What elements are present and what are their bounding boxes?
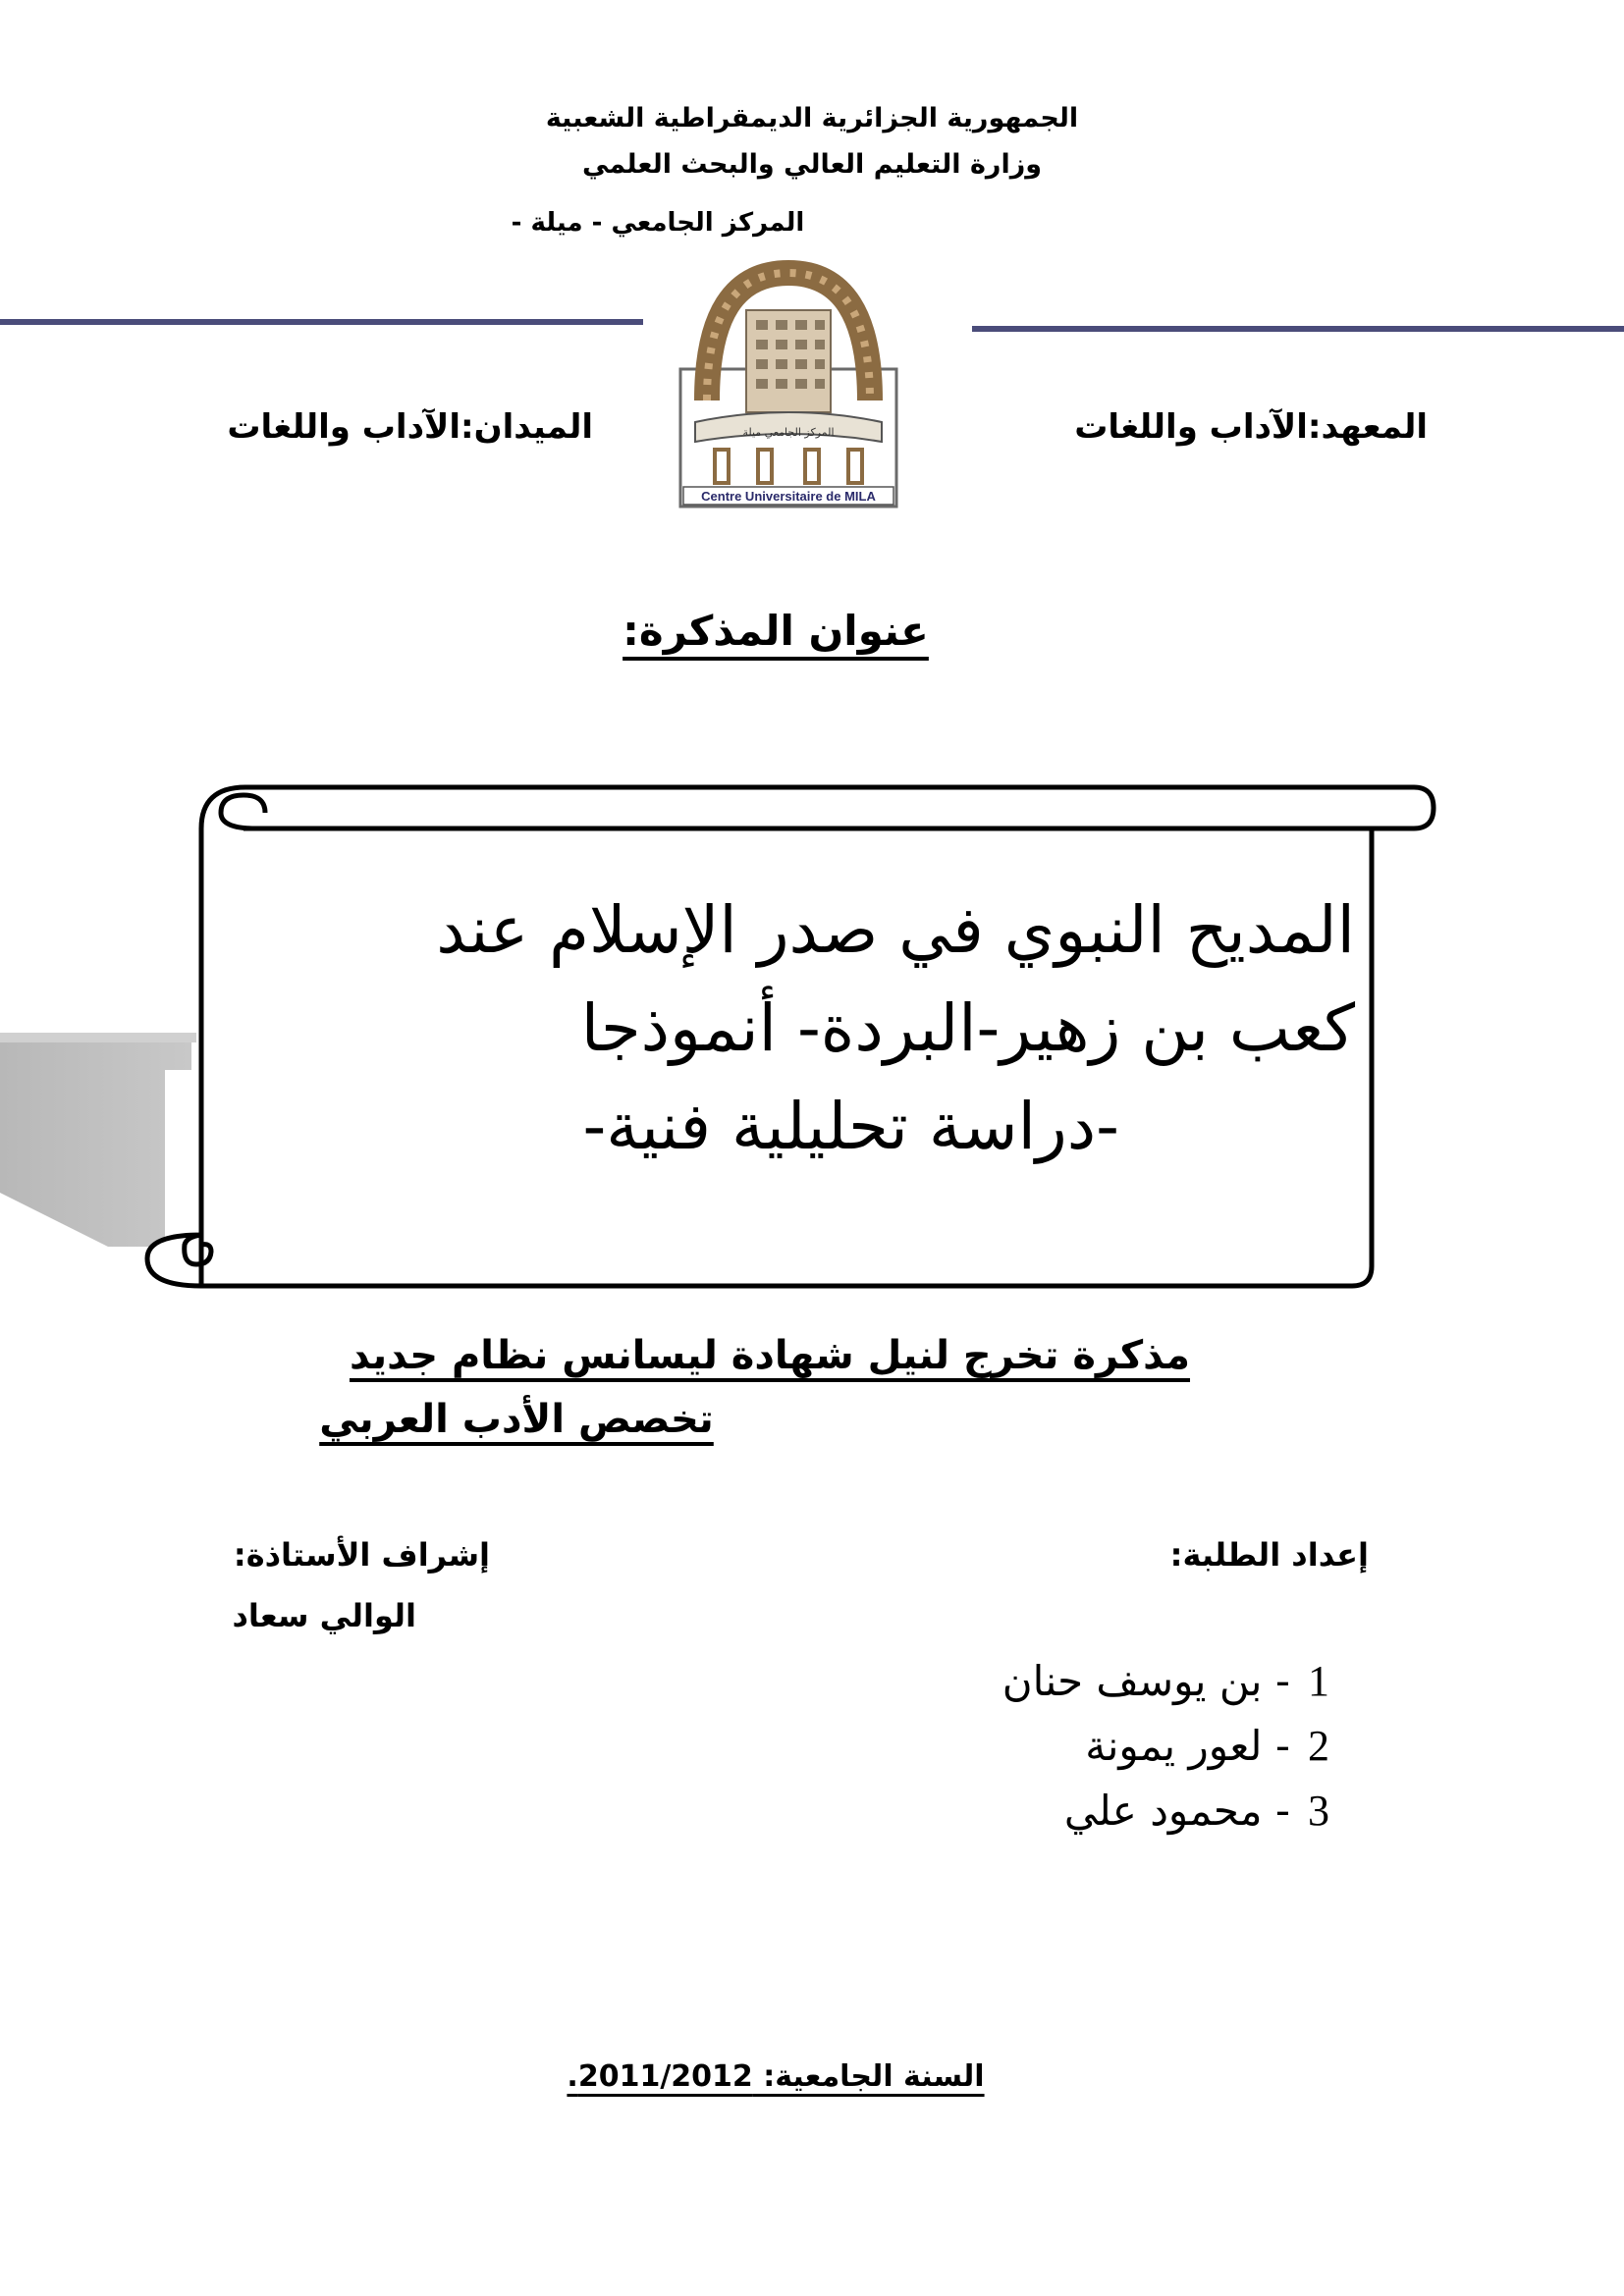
thesis-line-2: كعب بن زهير-البردة- أنموذجا — [580, 990, 1355, 1066]
university-logo — [677, 253, 899, 513]
prepared-by-label: إعداد الطلبة: — [1169, 1536, 1369, 1574]
student-name: - لعور يمونة — [1085, 1722, 1290, 1770]
students-list — [1002, 1649, 1329, 1843]
student-item — [1002, 1714, 1329, 1779]
thesis-title — [221, 881, 1355, 1176]
logo-banner-text: المركز الجامعي ميلة — [742, 426, 835, 439]
thesis-line-3: -دراسة تحليلية فنية- — [582, 1089, 1119, 1164]
supervisor-name: الوالي سعاد — [232, 1597, 416, 1634]
header-ministry: وزارة التعليم العالي والبحث العلمي — [581, 149, 1043, 180]
degree-line-1: مذكرة تخرج لنيل شهادة ليسانس نظام جديد — [349, 1333, 1191, 1378]
student-item — [1002, 1649, 1329, 1714]
student-name: - محمود علي — [1063, 1787, 1290, 1835]
header-rule-right — [972, 326, 1624, 332]
domain-field: الميدان:الآداب واللغات — [227, 407, 593, 447]
memo-title: عنوان المذكرة: — [623, 607, 929, 655]
logo-caption: Centre Universitaire de MILA — [701, 489, 876, 504]
student-number: 3 — [1308, 1787, 1329, 1835]
header-country: الجمهورية الجزائرية الديمقراطية الشعبية — [545, 103, 1079, 133]
academic-year: السنة الجامعية: 2011/2012. — [567, 2059, 985, 2094]
student-number: 2 — [1308, 1722, 1329, 1770]
student-name: - بن يوسف حنان — [1001, 1657, 1290, 1705]
student-item — [1002, 1779, 1329, 1843]
supervisor-label: إشراف الأستاذة: — [233, 1536, 490, 1574]
degree-line-2: تخصص الأدب العربي — [319, 1397, 714, 1442]
thesis-line-1: المديح النبوي في صدر الإسلام عند — [436, 892, 1355, 968]
institute-field: المعهد:الآداب واللغات — [1074, 407, 1428, 447]
header-center: المركز الجامعي - ميلة - — [511, 208, 805, 238]
student-number: 1 — [1308, 1657, 1329, 1705]
header-rule-left — [0, 319, 643, 325]
